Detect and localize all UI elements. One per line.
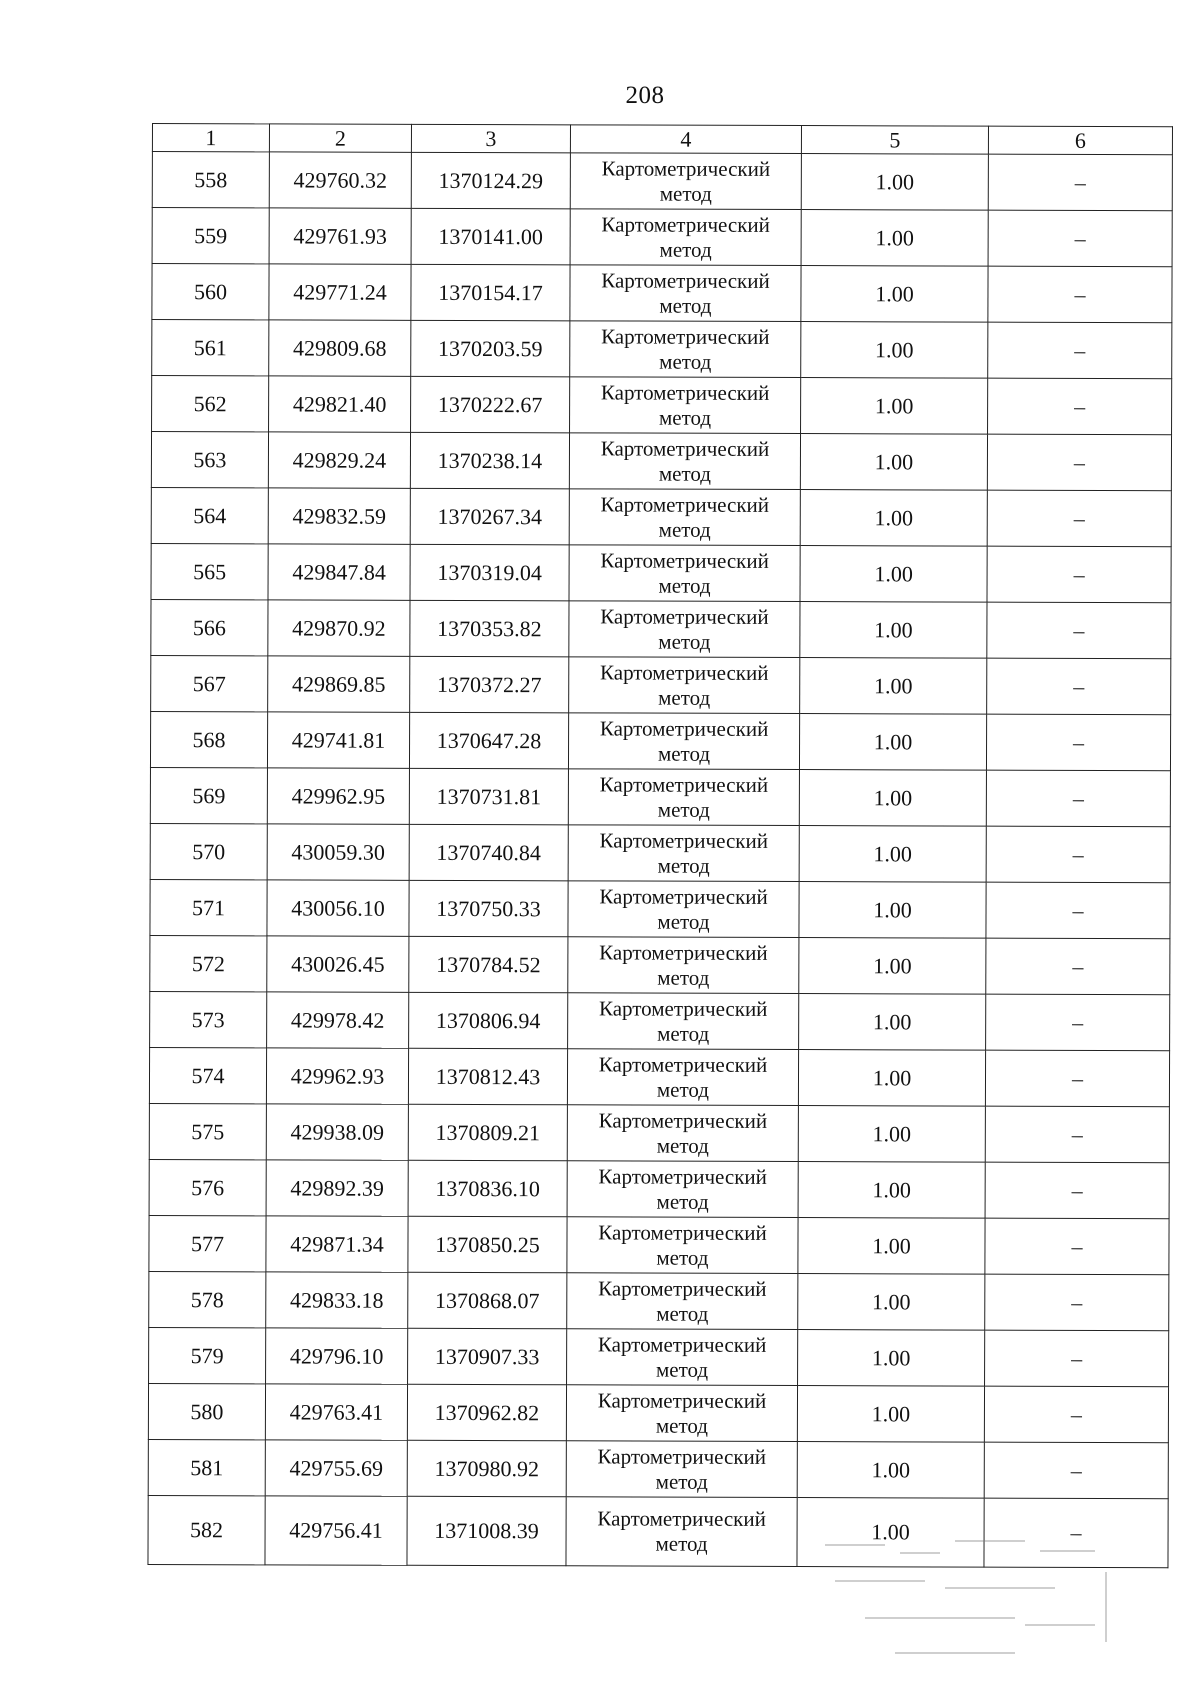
x-coordinate-cell: 429832.59 xyxy=(268,488,410,544)
method-line-1: Картометрический xyxy=(597,1443,767,1469)
note-cell: – xyxy=(985,1162,1169,1219)
x-coordinate-cell: 429741.81 xyxy=(267,712,409,768)
method-line-1: Картометрический xyxy=(600,547,769,573)
note-cell: – xyxy=(988,210,1172,267)
method-line-2: метод xyxy=(655,1413,708,1438)
accuracy-cell: 1.00 xyxy=(799,714,986,771)
accuracy-cell: 1.00 xyxy=(801,210,988,267)
accuracy-cell: 1.00 xyxy=(798,1330,985,1387)
accuracy-cell: 1.00 xyxy=(801,154,988,211)
column-header: 3 xyxy=(411,124,570,152)
method-line-2: метод xyxy=(657,1021,710,1046)
method-cell xyxy=(567,1049,798,1106)
method-line-1: Картометрический xyxy=(600,603,769,629)
y-coordinate-cell: 1370806.94 xyxy=(409,992,568,1048)
table-row xyxy=(151,599,1171,658)
y-coordinate-cell: 1370809.21 xyxy=(408,1104,567,1160)
point-number-cell: 573 xyxy=(150,991,267,1047)
accuracy-cell: 1.00 xyxy=(798,1274,985,1331)
accuracy-cell: 1.00 xyxy=(798,1050,985,1107)
x-coordinate-cell: 429796.10 xyxy=(266,1328,408,1384)
table-row xyxy=(150,879,1170,938)
y-coordinate-cell: 1370962.82 xyxy=(407,1384,566,1440)
method-line-1: Картометрический xyxy=(598,1163,767,1189)
table-row xyxy=(150,767,1170,826)
point-number-cell: 566 xyxy=(151,599,268,655)
note-cell: – xyxy=(987,490,1171,547)
method-cell xyxy=(569,545,800,602)
method-cell xyxy=(570,321,801,378)
x-coordinate-cell: 429962.93 xyxy=(266,1048,408,1104)
method-line-2: метод xyxy=(656,1133,709,1158)
table-row xyxy=(149,1103,1169,1162)
method-line-1: Картометрический xyxy=(598,1107,768,1133)
y-coordinate-cell: 1370319.04 xyxy=(410,544,569,600)
point-number-cell: 568 xyxy=(150,711,267,767)
point-number-cell: 574 xyxy=(149,1047,266,1103)
table-row xyxy=(151,487,1171,546)
method-line-2: метод xyxy=(658,517,711,542)
method-cell xyxy=(570,153,801,210)
method-line-2: метод xyxy=(657,965,710,990)
method-line-1: Картометрический xyxy=(600,435,770,461)
method-cell xyxy=(567,1161,798,1218)
accuracy-cell: 1.00 xyxy=(797,1498,984,1568)
method-cell xyxy=(568,825,799,882)
method-line-1: Картометрический xyxy=(598,1219,767,1245)
x-coordinate-cell: 429760.32 xyxy=(269,152,411,208)
accuracy-cell: 1.00 xyxy=(800,602,987,659)
method-cell xyxy=(569,601,800,658)
table-row xyxy=(150,935,1170,994)
x-coordinate-cell: 429771.24 xyxy=(269,264,411,320)
y-coordinate-cell: 1370812.43 xyxy=(408,1048,567,1104)
y-coordinate-cell: 1370740.84 xyxy=(409,824,568,880)
x-coordinate-cell: 429833.18 xyxy=(266,1272,408,1328)
x-coordinate-cell: 429892.39 xyxy=(266,1160,408,1216)
method-line-2: метод xyxy=(659,181,712,206)
y-coordinate-cell: 1370353.82 xyxy=(410,600,569,656)
accuracy-cell: 1.00 xyxy=(801,322,988,379)
point-number-cell: 581 xyxy=(148,1439,265,1495)
method-line-1: Картометрический xyxy=(600,491,770,517)
y-coordinate-cell: 1370850.25 xyxy=(408,1216,567,1272)
method-cell xyxy=(566,1441,797,1498)
x-coordinate-cell: 429847.84 xyxy=(268,544,410,600)
accuracy-cell: 1.00 xyxy=(800,490,987,547)
method-line-1: Картометрический xyxy=(601,211,770,237)
accuracy-cell: 1.00 xyxy=(801,378,988,435)
y-coordinate-cell: 1370203.59 xyxy=(411,320,570,376)
column-header: 1 xyxy=(152,124,269,152)
table-row xyxy=(151,432,1171,491)
method-line-1: Картометрический xyxy=(601,267,770,293)
method-cell xyxy=(567,1273,798,1330)
note-cell: – xyxy=(985,1218,1169,1275)
x-coordinate-cell: 429871.34 xyxy=(266,1216,408,1272)
accuracy-cell: 1.00 xyxy=(799,938,986,995)
method-line-2: метод xyxy=(657,909,710,934)
accuracy-cell: 1.00 xyxy=(798,1162,985,1219)
method-line-2: метод xyxy=(656,1189,709,1214)
method-cell xyxy=(570,377,801,434)
table-row xyxy=(152,152,1172,211)
method-line-1: Картометрический xyxy=(597,1331,767,1357)
method-line-2: метод xyxy=(658,573,711,598)
method-cell xyxy=(570,265,801,322)
note-cell: – xyxy=(986,826,1170,883)
note-cell: – xyxy=(987,434,1171,491)
x-coordinate-cell: 430026.45 xyxy=(267,936,409,992)
point-number-cell: 572 xyxy=(150,935,267,991)
y-coordinate-cell: 1370372.27 xyxy=(410,656,569,712)
method-cell xyxy=(569,489,800,546)
point-number-cell: 569 xyxy=(150,767,267,823)
point-number-cell: 560 xyxy=(152,264,269,320)
x-coordinate-cell: 429869.85 xyxy=(268,656,410,712)
table-row xyxy=(150,823,1170,882)
method-line-2: метод xyxy=(656,1301,709,1326)
table-row xyxy=(149,1159,1169,1218)
note-cell: – xyxy=(986,770,1170,827)
method-line-1: Картометрический xyxy=(599,939,768,965)
accuracy-cell: 1.00 xyxy=(800,434,987,491)
y-coordinate-cell: 1370222.67 xyxy=(411,376,570,432)
method-cell xyxy=(568,937,799,994)
point-number-cell: 577 xyxy=(149,1215,266,1271)
method-line-2: метод xyxy=(658,461,711,486)
note-cell: – xyxy=(986,938,1170,995)
point-number-cell: 558 xyxy=(152,152,269,208)
method-cell xyxy=(566,1497,797,1567)
point-number-cell: 578 xyxy=(149,1271,266,1327)
column-header: 6 xyxy=(988,126,1172,155)
coordinates-table xyxy=(147,123,1173,1568)
y-coordinate-cell: 1370784.52 xyxy=(409,936,568,992)
y-coordinate-cell: 1370647.28 xyxy=(409,712,568,768)
method-line-2: метод xyxy=(657,741,711,766)
x-coordinate-cell: 430056.10 xyxy=(267,880,409,936)
method-line-2: метод xyxy=(657,853,710,878)
point-number-cell: 562 xyxy=(152,376,269,432)
accuracy-cell: 1.00 xyxy=(801,266,988,323)
y-coordinate-cell: 1370750.33 xyxy=(409,880,568,936)
point-number-cell: 575 xyxy=(149,1103,266,1159)
note-cell: – xyxy=(988,154,1172,211)
table-header-row xyxy=(152,124,1172,155)
point-number-cell: 576 xyxy=(149,1159,266,1215)
method-cell xyxy=(568,993,799,1050)
method-cell xyxy=(567,1105,798,1162)
note-cell: – xyxy=(987,658,1171,715)
method-line-2: метод xyxy=(656,1077,710,1102)
x-coordinate-cell: 429938.09 xyxy=(266,1104,408,1160)
y-coordinate-cell: 1370141.00 xyxy=(411,208,570,264)
x-coordinate-cell: 429962.95 xyxy=(267,768,409,824)
point-number-cell: 565 xyxy=(151,543,268,599)
point-number-cell: 571 xyxy=(150,879,267,935)
method-line-1: Картометрический xyxy=(597,1506,766,1531)
y-coordinate-cell: 1370731.81 xyxy=(409,768,568,824)
method-cell xyxy=(567,1217,798,1274)
note-cell: – xyxy=(985,1106,1169,1163)
table-row xyxy=(148,1383,1168,1442)
note-cell: – xyxy=(984,1386,1168,1443)
table-row xyxy=(152,320,1172,379)
table-row xyxy=(150,711,1170,770)
y-coordinate-cell: 1371008.39 xyxy=(407,1496,566,1565)
x-coordinate-cell: 429756.41 xyxy=(265,1496,407,1565)
method-line-2: метод xyxy=(659,349,712,374)
method-line-1: Картометрический xyxy=(600,659,769,685)
method-cell xyxy=(568,713,799,770)
method-cell xyxy=(569,657,800,714)
method-line-2: метод xyxy=(655,1469,708,1494)
note-cell: – xyxy=(985,1330,1169,1387)
y-coordinate-cell: 1370267.34 xyxy=(410,488,569,544)
method-line-1: Картометрический xyxy=(598,995,768,1021)
method-line-1: Картометрический xyxy=(599,771,769,797)
note-cell: – xyxy=(988,378,1172,435)
method-line-2: метод xyxy=(659,293,712,318)
method-line-1: Картометрический xyxy=(600,379,770,405)
accuracy-cell: 1.00 xyxy=(800,546,987,603)
note-cell: – xyxy=(986,714,1170,771)
x-coordinate-cell: 429761.93 xyxy=(269,208,411,264)
table-row xyxy=(151,543,1171,602)
accuracy-cell: 1.00 xyxy=(797,1442,984,1499)
point-number-cell: 567 xyxy=(151,655,268,711)
note-cell: – xyxy=(985,1050,1169,1107)
page-number: 208 xyxy=(625,82,665,109)
method-line-1: Картометрический xyxy=(598,1275,767,1301)
table-row xyxy=(149,1047,1169,1106)
y-coordinate-cell: 1370238.14 xyxy=(410,432,569,488)
point-number-cell: 580 xyxy=(148,1383,265,1439)
note-cell: – xyxy=(987,602,1171,659)
y-coordinate-cell: 1370980.92 xyxy=(407,1440,566,1496)
accuracy-cell: 1.00 xyxy=(799,882,986,939)
table-row xyxy=(151,655,1171,714)
accuracy-cell: 1.00 xyxy=(800,658,987,715)
y-coordinate-cell: 1370154.17 xyxy=(411,264,570,320)
method-line-1: Картометрический xyxy=(597,1387,767,1413)
point-number-cell: 559 xyxy=(152,208,269,264)
x-coordinate-cell: 429821.40 xyxy=(269,376,411,432)
point-number-cell: 563 xyxy=(151,432,268,488)
method-cell xyxy=(567,1329,798,1386)
method-line-2: метод xyxy=(658,629,711,654)
accuracy-cell: 1.00 xyxy=(799,826,986,883)
method-line-1: Картометрический xyxy=(599,715,769,741)
y-coordinate-cell: 1370836.10 xyxy=(408,1160,567,1216)
method-cell xyxy=(566,1385,797,1442)
note-cell: – xyxy=(984,1498,1168,1568)
x-coordinate-cell: 430059.30 xyxy=(267,824,409,880)
note-cell: – xyxy=(986,994,1170,1051)
note-cell: – xyxy=(988,266,1172,323)
column-header: 5 xyxy=(801,126,988,155)
method-line-1: Картометрический xyxy=(599,827,769,853)
table-row xyxy=(152,376,1172,435)
method-cell xyxy=(569,433,800,490)
faded-stamp-marks xyxy=(805,1532,1135,1672)
point-number-cell: 561 xyxy=(152,320,269,376)
note-cell: – xyxy=(987,546,1171,603)
method-line-1: Картометрический xyxy=(598,1051,768,1077)
point-number-cell: 570 xyxy=(150,823,267,879)
table-row xyxy=(150,991,1170,1050)
table-row xyxy=(149,1215,1169,1274)
x-coordinate-cell: 429755.69 xyxy=(265,1440,407,1496)
y-coordinate-cell: 1370124.29 xyxy=(411,152,570,208)
point-number-cell: 582 xyxy=(148,1495,265,1564)
x-coordinate-cell: 429870.92 xyxy=(268,600,410,656)
table-row xyxy=(148,1439,1168,1498)
method-line-1: Картометрический xyxy=(601,155,771,181)
table-body xyxy=(148,152,1172,1568)
accuracy-cell: 1.00 xyxy=(797,1386,984,1443)
x-coordinate-cell: 429809.68 xyxy=(269,320,411,376)
accuracy-cell: 1.00 xyxy=(799,994,986,1051)
method-line-1: Картометрический xyxy=(601,323,770,349)
method-line-2: метод xyxy=(655,1531,708,1556)
method-cell xyxy=(568,769,799,826)
method-cell xyxy=(568,881,799,938)
table-row xyxy=(152,208,1172,267)
method-line-2: метод xyxy=(659,237,712,262)
y-coordinate-cell: 1370907.33 xyxy=(408,1328,567,1384)
accuracy-cell: 1.00 xyxy=(799,770,986,827)
point-number-cell: 564 xyxy=(151,487,268,543)
note-cell: – xyxy=(988,322,1172,379)
y-coordinate-cell: 1370868.07 xyxy=(408,1272,567,1328)
table-row xyxy=(152,264,1172,323)
x-coordinate-cell: 429763.41 xyxy=(265,1384,407,1440)
column-header: 4 xyxy=(570,125,801,154)
note-cell: – xyxy=(986,882,1170,939)
method-line-2: метод xyxy=(658,685,711,710)
method-line-2: метод xyxy=(656,1357,709,1382)
method-line-2: метод xyxy=(657,797,710,822)
table-row xyxy=(149,1271,1169,1330)
point-number-cell: 579 xyxy=(149,1327,266,1383)
table-row xyxy=(149,1327,1169,1386)
method-line-1: Картометрический xyxy=(599,883,768,909)
method-line-2: метод xyxy=(658,405,712,430)
x-coordinate-cell: 429978.42 xyxy=(267,992,409,1048)
column-header: 2 xyxy=(269,124,411,152)
method-line-2: метод xyxy=(656,1245,709,1270)
x-coordinate-cell: 429829.24 xyxy=(268,432,410,488)
accuracy-cell: 1.00 xyxy=(798,1106,985,1163)
note-cell: – xyxy=(985,1274,1169,1331)
note-cell: – xyxy=(984,1442,1168,1499)
accuracy-cell: 1.00 xyxy=(798,1218,985,1275)
method-cell xyxy=(570,209,801,266)
